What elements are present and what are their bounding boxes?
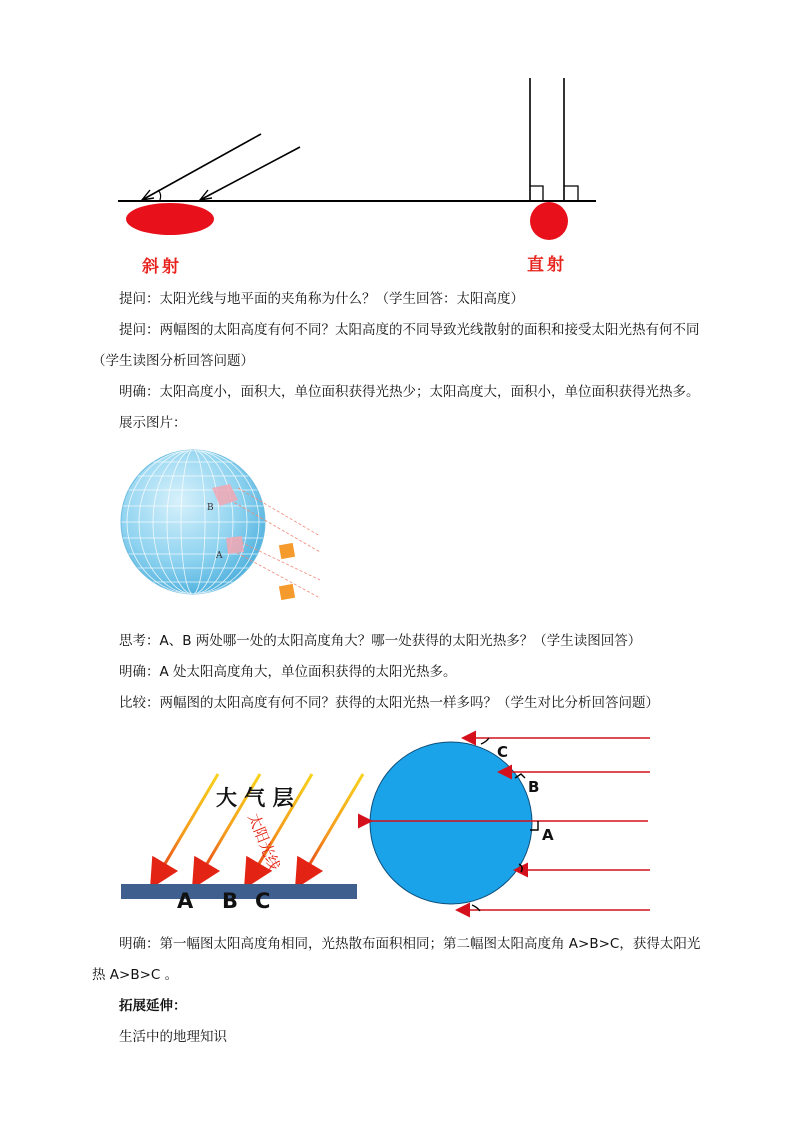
ground-label-b: B bbox=[222, 889, 239, 913]
answer-2: 明确：A 处太阳高度角大，单位面积获得的太阳光热多。 bbox=[119, 664, 457, 680]
earth-globe bbox=[370, 742, 532, 904]
oblique-ray-2 bbox=[200, 147, 300, 200]
ground-bar bbox=[121, 884, 357, 899]
globe-point-a: A bbox=[542, 826, 554, 844]
oblique-light-spot bbox=[126, 203, 214, 235]
patch-a bbox=[226, 536, 244, 554]
ground-label-c: C bbox=[255, 889, 271, 913]
atmosphere-label: 大 气 层 bbox=[216, 786, 294, 810]
label-direct: 直射 bbox=[527, 255, 567, 275]
oblique-ray-1 bbox=[142, 134, 261, 200]
think-question: 思考：A、B 两处哪一处的太阳高度角大？哪一处获得的太阳光热多？（学生读图回答） bbox=[119, 633, 642, 649]
right-angle-mark-1 bbox=[530, 186, 543, 200]
globe-point-c: C bbox=[497, 743, 509, 761]
ground-label-a: A bbox=[177, 889, 194, 913]
answer-1: 明确：太阳高度小，面积大，单位面积获得光热少；太阳高度大，面积小，单位面积获得光热多。 bbox=[119, 384, 700, 400]
direct-light-spot bbox=[530, 202, 568, 240]
globe-diagram bbox=[110, 440, 340, 620]
show-picture-label: 展示图片： bbox=[119, 415, 187, 431]
globe-label-b: B bbox=[207, 503, 214, 513]
conclusion-text: 明确：第一幅图太阳高度角相同，光热散布面积相同；第二幅图太阳高度角 A>B>C，获得太阳光热 A>B>C 。 bbox=[92, 936, 701, 983]
question-1: 提问：太阳光线与地平面的夹角称为什么？（学生回答：太阳高度） bbox=[119, 291, 524, 307]
extension-title: 拓展延伸： bbox=[119, 998, 187, 1014]
globe-label-a: A bbox=[216, 551, 223, 561]
orange-patch-upper bbox=[279, 543, 295, 559]
orange-patch-lower bbox=[279, 584, 295, 600]
compare-question: 比较：两幅图的太阳高度有何不同？获得的太阳光热一样多吗？（学生对比分析回答问题） bbox=[119, 695, 659, 711]
globe-point-b: B bbox=[528, 778, 540, 796]
right-angle-mark-2 bbox=[564, 186, 578, 200]
sunlight-label: 太阳光线 bbox=[244, 810, 284, 874]
label-oblique: 斜射 bbox=[142, 257, 182, 277]
life-geography: 生活中的地理知识 bbox=[119, 1029, 227, 1045]
comparison-diagram bbox=[0, 720, 793, 920]
sun-ray-4 bbox=[298, 774, 363, 884]
question-2: 提问：两幅图的太阳高度有何不同？太阳高度的不同导致光线散射的面积和接受太阳光热有何不同（学生读图分析回答问题） bbox=[92, 322, 700, 369]
oblique-direct-diagram bbox=[0, 0, 793, 290]
sun-ray-1 bbox=[153, 774, 218, 884]
